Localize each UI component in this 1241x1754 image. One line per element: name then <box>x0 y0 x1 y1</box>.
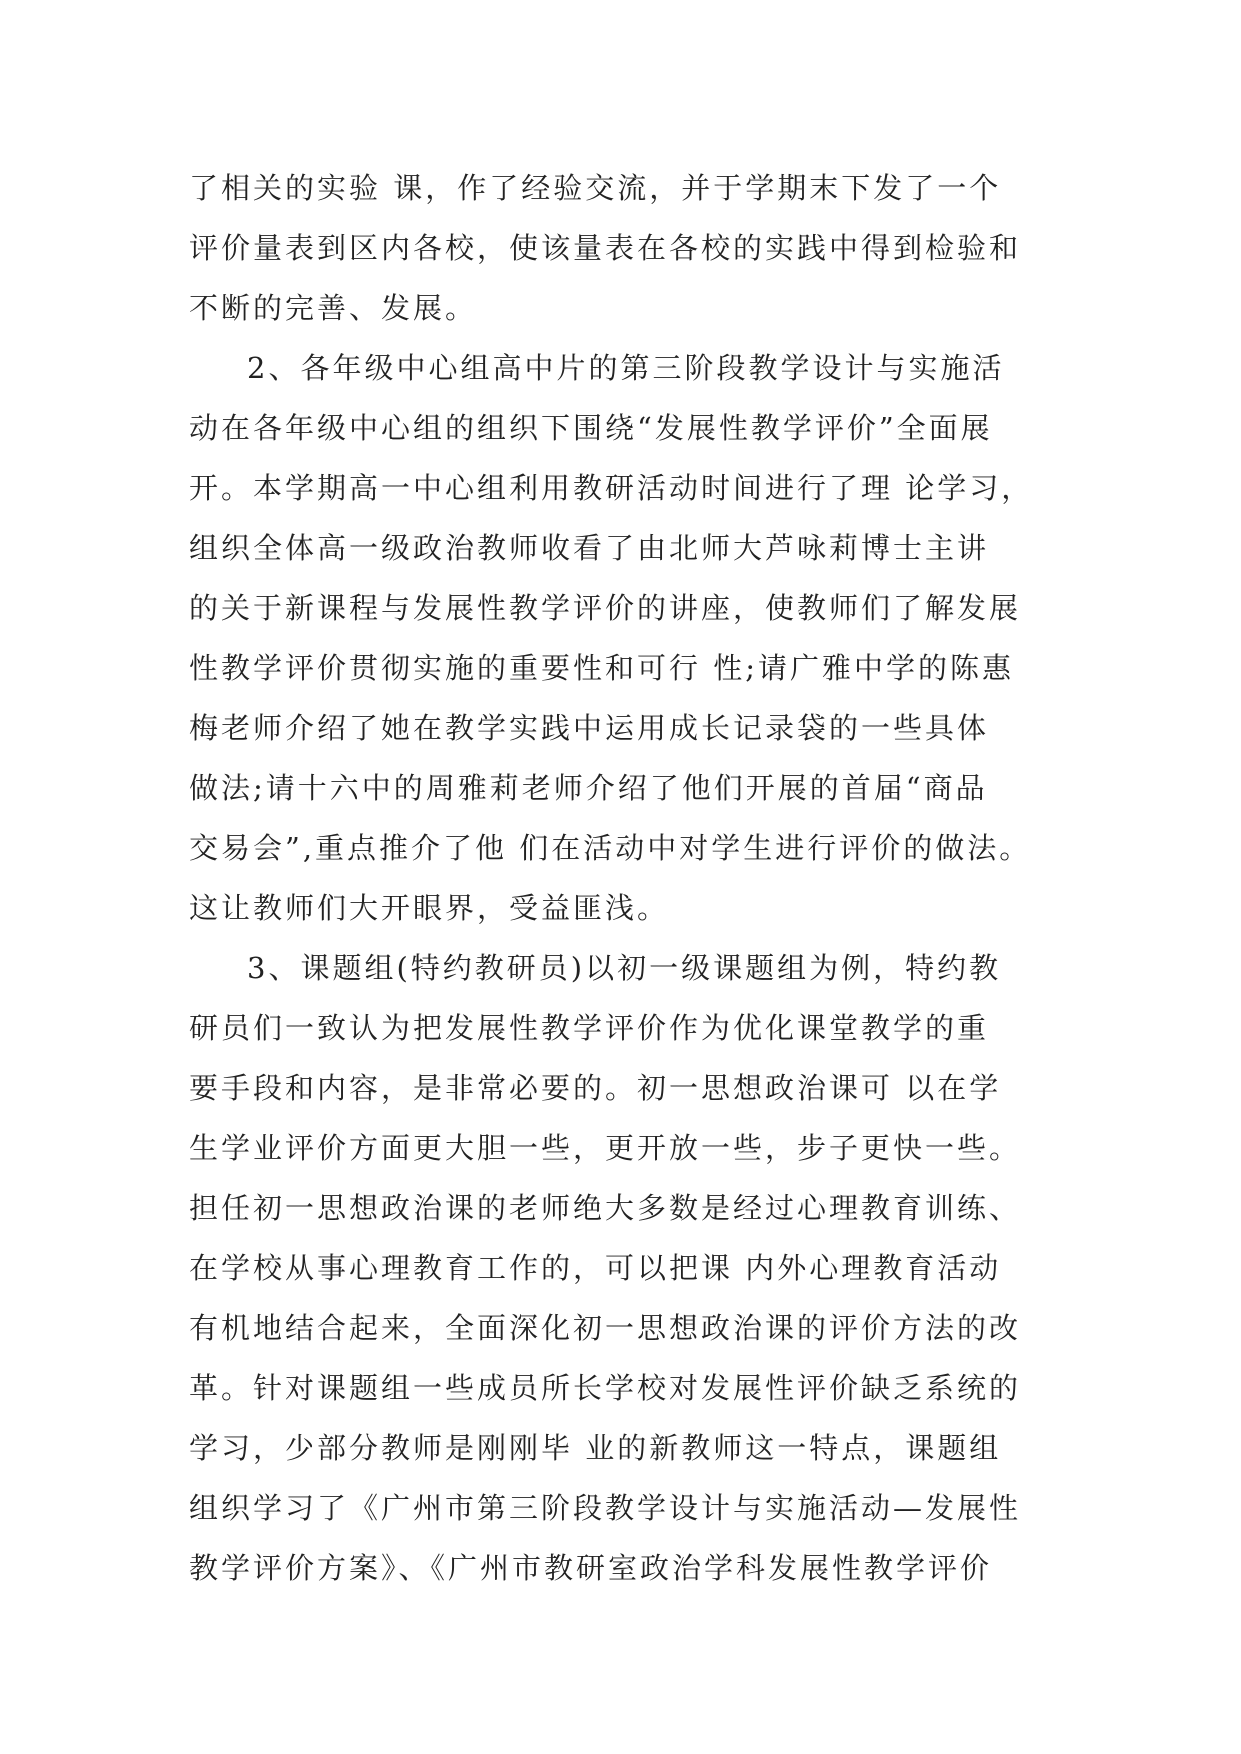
text-line: 有机地结合起来，全面深化初一思想政治课的评价方法的改 <box>189 1311 1022 1345</box>
text-line: 学习，少部分教师是刚刚毕 业的新教师这一特点，课题组 <box>189 1431 1002 1465</box>
text-line: 这让教师们大开眼界，受益匪浅。 <box>189 891 670 925</box>
text-line: 做法;请十六中的周雅莉老师介绍了他们开展的首届“商品 <box>189 771 988 805</box>
text-line: 担任初一思想政治课的老师绝大多数是经过心理教育训练、 <box>189 1191 1022 1225</box>
text-line: 动在各年级中心组的组织下围绕“发展性教学评价”全面展 <box>189 411 993 445</box>
text-line: 了相关的实验 课，作了经验交流，并于学期末下发了一个 <box>189 171 1002 205</box>
paragraph-start-line: 3、课题组(特约教研员)以初一级课题组为例，特约教 <box>247 951 1002 985</box>
body-text <box>189 158 1069 1598</box>
text-line: 生学业评价方面更大胆一些，更开放一些，步子更快一些。 <box>189 1131 1022 1165</box>
text-line: 不断的完善、发展。 <box>189 291 478 325</box>
text-line: 组织全体高一级政治教师收看了由北师大芦咏莉博士主讲 <box>189 531 990 565</box>
text-line: 评价量表到区内各校，使该量表在各校的实践中得到检验和 <box>189 231 1022 265</box>
text-line: 在学校从事心理教育工作的，可以把课 内外心理教育活动 <box>189 1251 1002 1285</box>
text-line: 交易会”,重点推介了他 们在活动中对学生进行评价的做法。 <box>189 831 1032 865</box>
text-line: 性教学评价贯彻实施的重要性和可行 性;请广雅中学的陈惠 <box>189 651 1014 685</box>
text-line: 开。本学期高一中心组利用教研活动时间进行了理 论学习， <box>189 471 1034 505</box>
text-line: 组织学习了《广州市第三阶段教学设计与实施活动—发展性 <box>189 1491 1022 1525</box>
text-line: 梅老师介绍了她在教学实践中运用成长记录袋的一些具体 <box>189 711 990 745</box>
paragraph-start-line: 2、各年级中心组高中片的第三阶段教学设计与实施活 <box>247 351 1005 385</box>
text-line: 革。针对课题组一些成员所长学校对发展性评价缺乏系统的 <box>189 1371 1022 1405</box>
text-line: 要手段和内容，是非常必要的。初一思想政治课可 以在学 <box>189 1071 1002 1105</box>
text-line: 的关于新课程与发展性教学评价的讲座，使教师们了解发展 <box>189 591 1022 625</box>
text-line: 研员们一致认为把发展性教学评价作为优化课堂教学的重 <box>189 1011 990 1045</box>
text-line: 教学评价方案》、《广州市教研室政治学科发展性教学评价 <box>189 1551 993 1585</box>
